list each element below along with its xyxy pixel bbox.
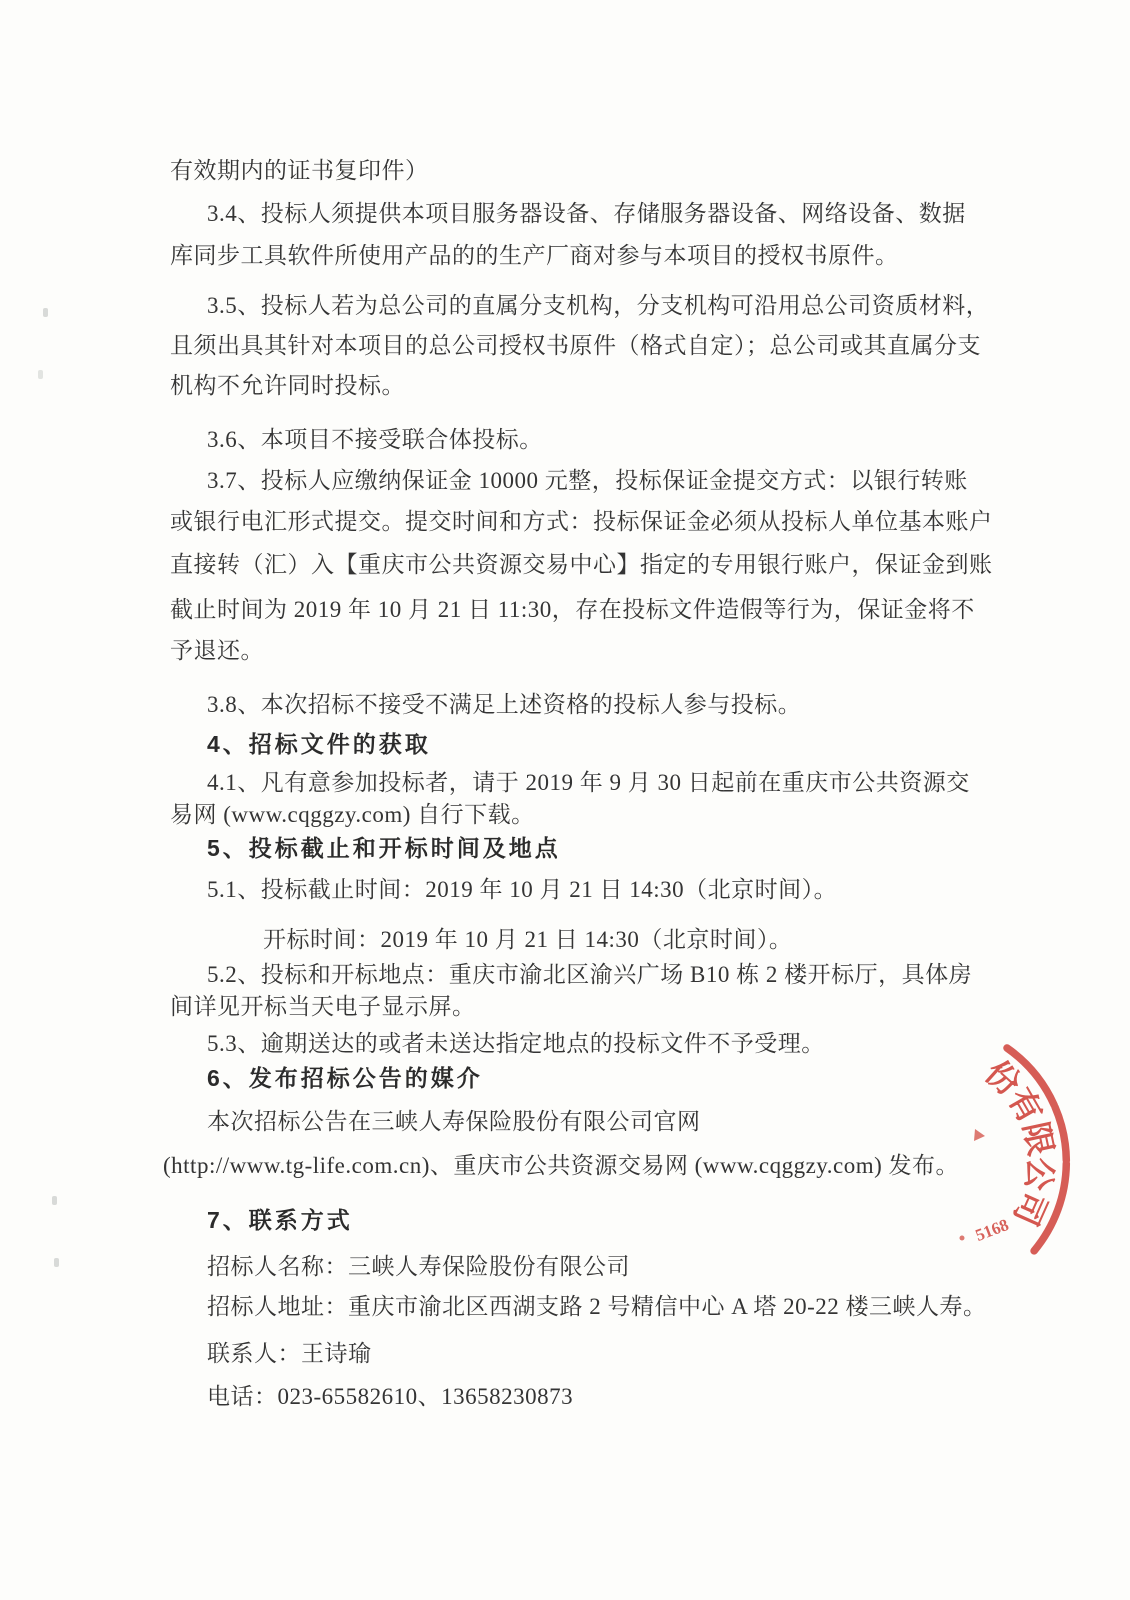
doc-line: 招标人名称：三峡人寿保险股份有限公司 xyxy=(207,1254,630,1279)
doc-line: 5.3、逾期送达的或者未送达指定地点的投标文件不予受理。 xyxy=(207,1031,825,1056)
doc-line: 3.6、本项目不接受联合体投标。 xyxy=(207,427,543,452)
seal-ink-dot xyxy=(960,1236,965,1241)
doc-line: 本次招标公告在三峡人寿保险股份有限公司官网 xyxy=(207,1109,701,1134)
doc-line: 5.1、投标截止时间：2019 年 10 月 21 日 14:30（北京时间）。 xyxy=(207,877,838,902)
doc-line: 5.2、投标和开标地点：重庆市渝北区渝兴广场 B10 栋 2 楼开标厅，具体房 xyxy=(207,962,973,987)
seal-char: 限 xyxy=(1015,1119,1059,1159)
section-heading-6: 6、发布招标公告的媒介 xyxy=(207,1065,483,1091)
doc-line: 3.5、投标人若为总公司的直属分支机构，分支机构可沿用总公司资质材料， xyxy=(207,293,990,318)
doc-line: 或银行电汇形式提交。提交时间和方式：投标保证金必须从投标人单位基本账户 xyxy=(170,509,993,534)
section-heading-4: 4、招标文件的获取 xyxy=(207,731,431,757)
doc-line: 且须出具其针对本项目的总公司授权书原件（格式自定）；总公司或其直属分支 xyxy=(170,333,981,358)
doc-line: 3.4、投标人须提供本项目服务器设备、存储服务器设备、网络设备、数据 xyxy=(207,201,966,226)
doc-line: 易网 (www.cqggzy.com) 自行下载。 xyxy=(170,802,535,827)
section-heading-7: 7、联系方式 xyxy=(207,1207,353,1233)
company-seal-stamp xyxy=(880,1000,1130,1280)
doc-line: 机构不允许同时投标。 xyxy=(170,373,405,398)
doc-line: 电话：023-65582610、13658230873 xyxy=(207,1384,574,1409)
doc-line: 开标时间：2019 年 10 月 21 日 14:30（北京时间）。 xyxy=(263,927,793,952)
scan-artifact xyxy=(54,1258,59,1267)
seal-char: 司 xyxy=(1005,1185,1053,1231)
doc-line: 直接转（汇）入【重庆市公共资源交易中心】指定的专用银行账户，保证金到账 xyxy=(170,552,993,577)
seal-char: 份 xyxy=(977,1054,1027,1104)
doc-line: 间详见开标当天电子显示屏。 xyxy=(170,994,476,1019)
seal-char: 有 xyxy=(1000,1082,1048,1130)
doc-line: 4.1、凡有意参加投标者，请于 2019 年 9 月 30 日起前在重庆市公共资源交 xyxy=(207,770,970,795)
seal-char: 公 xyxy=(1018,1155,1058,1193)
scan-artifact xyxy=(52,1196,57,1205)
section-heading-5: 5、投标截止和开标时间及地点 xyxy=(207,835,561,861)
doc-line: 3.8、本次招标不接受不满足上述资格的投标人参与投标。 xyxy=(207,692,802,717)
doc-line: 库同步工具软件所使用产品的的生产厂商对参与本项目的授权书原件。 xyxy=(170,243,899,268)
scan-artifact xyxy=(43,308,48,317)
scan-artifact xyxy=(38,370,43,379)
doc-line: 截止时间为 2019 年 10 月 21 日 11:30，存在投标文件造假等行为，保证金将不 xyxy=(170,597,975,622)
doc-line: 联系人：王诗瑜 xyxy=(207,1341,372,1366)
doc-line: (http://www.tg-life.com.cn)、重庆市公共资源交易网 (www.cqggzy.com) 发布。 xyxy=(163,1153,960,1178)
doc-line: 招标人地址：重庆市渝北区西湖支路 2 号精信中心 A 塔 20-22 楼三峡人寿。 xyxy=(207,1294,987,1319)
seal-ink-smudge xyxy=(974,1129,985,1141)
doc-line: 有效期内的证书复印件） xyxy=(170,158,429,183)
doc-line: 予退还。 xyxy=(170,638,264,663)
seal-serial-number: 5168 xyxy=(972,1215,1012,1245)
doc-line: 3.7、投标人应缴纳保证金 10000 元整，投标保证金提交方式：以银行转账 xyxy=(207,468,968,493)
